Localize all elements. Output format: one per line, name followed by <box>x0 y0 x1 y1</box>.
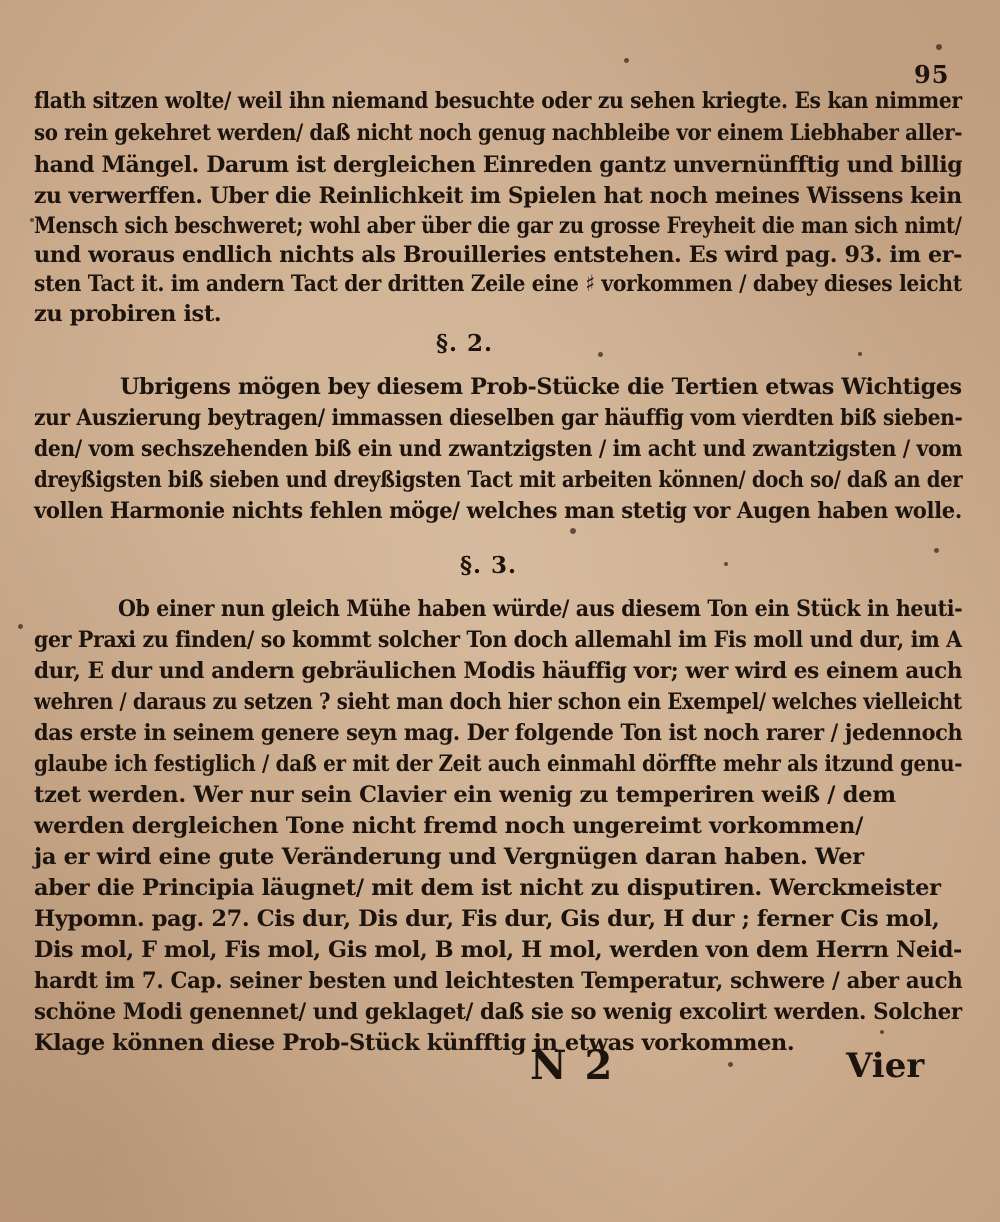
signature-mark: N 2 <box>530 1042 615 1089</box>
section-heading: §. 2. <box>436 330 494 357</box>
foxing-spot <box>934 548 939 553</box>
foxing-spot <box>880 1030 884 1034</box>
text-line: Dis mol, F mol, Fis mol, Gis mol, B mol, H mol, werden von dem Herrn Neid- <box>34 937 962 963</box>
catchword: Vier <box>846 1046 925 1086</box>
foxing-spot <box>18 624 23 629</box>
text-line: ja er wird eine gute Veränderung und Vergnügen daran haben. Wer <box>34 844 864 870</box>
text-line: hardt im 7. Cap. seiner besten und leichtesten Temperatur, schwere / aber auch <box>34 968 963 994</box>
foxing-spot <box>598 352 603 357</box>
text-line: hand Mängel. Darum ist dergleichen Einreden gantz unvernünfftig und billig <box>34 152 963 178</box>
text-line: zu verwerffen. Uber die Reinlichkeit im Spielen hat noch meines Wissens kein <box>34 183 962 209</box>
text-line: sten Tact it. im andern Tact der dritten Zeile eine ♯ vorkommen / dabey dieses leicht <box>34 271 962 297</box>
text-line: Hypomn. pag. 27. Cis dur, Dis dur, Fis dur, Gis dur, H dur ; ferner Cis mol, <box>34 906 940 932</box>
text-line: Klage können diese Prob-Stück künfftig in etwas vorkommen. <box>34 1030 795 1056</box>
text-line: dur, E dur und andern gebräulichen Modis häuffig vor; wer wird es einem auch <box>34 658 963 684</box>
text-line: so rein gekehret werden/ daß nicht noch genug nachbleibe vor einem Liebhaber aller- <box>34 120 963 146</box>
text-line: glaube ich festiglich / daß er mit der Zeit auch einmahl dörffte mehr als itzund genu- <box>34 751 963 777</box>
text-line: Mensch sich beschweret; wohl aber über die gar zu grosse Freyheit die man sich nimt/ <box>34 213 962 239</box>
text-line: werden dergleichen Tone nicht fremd noch ungereimt vorkommen/ <box>34 813 863 839</box>
text-line: tzet werden. Wer nur sein Clavier ein wenig zu temperiren weiß / dem <box>34 782 896 808</box>
text-line: zur Auszierung beytragen/ immassen dieselben gar häuffig vom vierdten biß sieben- <box>34 405 963 431</box>
text-line: dreyßigsten biß sieben und dreyßigsten Tact mit arbeiten können/ doch so/ daß an der <box>34 467 963 493</box>
text-line: das erste in seinem genere seyn mag. Der folgende Ton ist noch rarer / jedennoch <box>34 720 963 746</box>
section-heading: §. 3. <box>460 552 518 579</box>
text-line: den/ vom sechszehenden biß ein und zwantzigsten / im acht und zwantzigsten / vom <box>34 436 963 462</box>
text-line: flath sitzen wolte/ weil ihn niemand besuchte oder zu sehen kriegte. Es kan nimmer <box>34 88 962 114</box>
text-line: wehren / daraus zu setzen ? sieht man doch hier schon ein Exempel/ welches vielleicht <box>34 689 962 715</box>
foxing-spot <box>724 562 728 566</box>
text-line: Ubrigens mögen bey diesem Prob-Stücke die Tertien etwas Wichtiges <box>120 374 962 400</box>
text-line: und woraus endlich nichts als Brouilleries entstehen. Es wird pag. 93. im er- <box>34 242 962 268</box>
page-number: 95 <box>914 60 950 89</box>
foxing-spot <box>570 528 576 534</box>
foxing-spot <box>858 352 862 356</box>
text-line: schöne Modi genennet/ und geklaget/ daß sie so wenig excolirt werden. Solcher <box>34 999 962 1025</box>
foxing-spot <box>936 44 942 50</box>
text-line: Ob einer nun gleich Mühe haben würde/ aus diesem Ton ein Stück in heuti- <box>118 596 963 622</box>
text-line: ger Praxi zu finden/ so kommt solcher Ton doch allemahl im Fis moll und dur, im A <box>34 627 962 653</box>
text-line: aber die Principia läugnet/ mit dem ist nicht zu disputiren. Werckmeister <box>34 875 941 901</box>
text-line: vollen Harmonie nichts fehlen möge/ welches man stetig vor Augen haben wolle. <box>34 498 962 524</box>
text-line: zu probiren ist. <box>34 301 222 327</box>
foxing-spot <box>624 58 629 63</box>
foxing-spot <box>728 1062 733 1067</box>
